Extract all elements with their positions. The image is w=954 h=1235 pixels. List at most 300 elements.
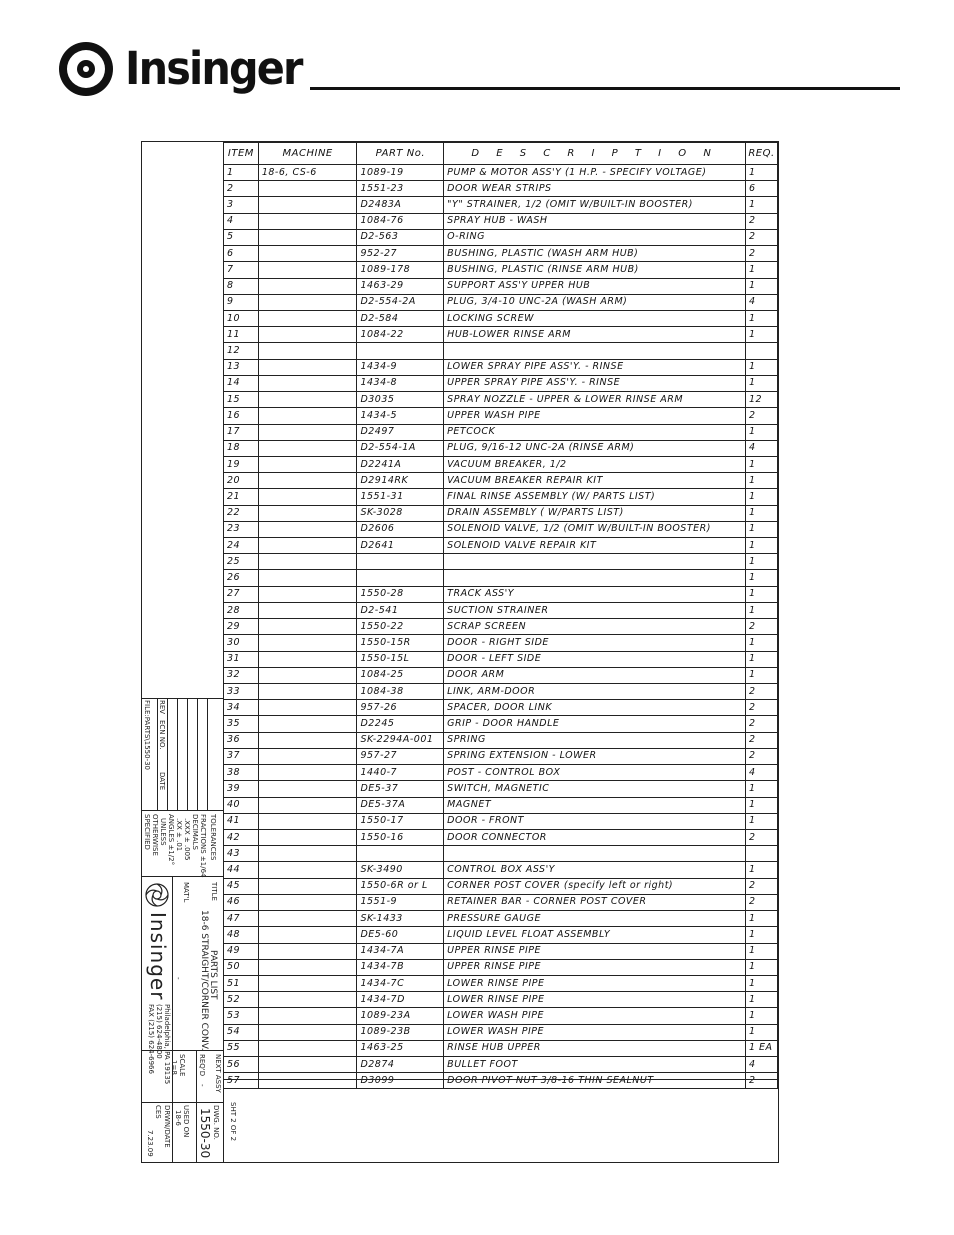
cell-item: 32 bbox=[224, 667, 259, 683]
cell-machine bbox=[258, 975, 357, 991]
cell-description: LINK, ARM-DOOR bbox=[444, 684, 746, 700]
table-row bbox=[224, 927, 778, 943]
table-row bbox=[224, 586, 778, 602]
cell-part-no: 957-27 bbox=[357, 748, 444, 764]
cell-part-no: 1434-7A bbox=[357, 943, 444, 959]
cell-description: RETAINER BAR - CORNER POST COVER bbox=[444, 894, 746, 910]
cell-machine bbox=[258, 894, 357, 910]
cell-description bbox=[444, 343, 746, 359]
drawing-title-line1: 18-6 STRAIGHT/CORNER CONV. bbox=[199, 910, 209, 1051]
table-row bbox=[224, 213, 778, 229]
cell-description: SWITCH, MAGNETIC bbox=[444, 781, 746, 797]
cell-item: 40 bbox=[224, 797, 259, 813]
cell-part-no: D3035 bbox=[357, 392, 444, 408]
parts-table bbox=[223, 142, 778, 1089]
cell-req: 1 bbox=[745, 781, 777, 797]
cell-req: 1 bbox=[745, 975, 777, 991]
cell-description: UPPER RINSE PIPE bbox=[444, 959, 746, 975]
cell-machine bbox=[258, 765, 357, 781]
cell-item: 16 bbox=[224, 408, 259, 424]
cell-part-no: 1434-8 bbox=[357, 375, 444, 391]
cell-part-no: 1089-178 bbox=[357, 262, 444, 278]
cell-description: SPRAY NOZZLE - UPPER & LOWER RINSE ARM bbox=[444, 392, 746, 408]
cell-part-no: D2-541 bbox=[357, 602, 444, 618]
cell-description: BUSHING, PLASTIC (WASH ARM HUB) bbox=[444, 246, 746, 262]
cell-item: 55 bbox=[224, 1040, 259, 1056]
dwg-no-value: 1550-30 bbox=[198, 1108, 212, 1159]
cell-machine bbox=[258, 586, 357, 602]
page-header bbox=[55, 38, 900, 104]
cell-part-no: SK-1433 bbox=[357, 911, 444, 927]
cell-item: 23 bbox=[224, 521, 259, 537]
cell-req: 2 bbox=[745, 246, 777, 262]
sheet-number: SHT 2 OF 2 bbox=[229, 1102, 237, 1142]
col-header-item: ITEM bbox=[224, 143, 259, 165]
cell-item: 38 bbox=[224, 765, 259, 781]
cell-machine bbox=[258, 781, 357, 797]
cell-req: 1 bbox=[745, 327, 777, 343]
cell-part-no: 1551-31 bbox=[357, 489, 444, 505]
company-name: Insinger bbox=[146, 912, 170, 1001]
cell-req: 1 bbox=[745, 310, 777, 326]
table-row bbox=[224, 619, 778, 635]
cell-machine bbox=[258, 1008, 357, 1024]
dwg-no-label: DWG. NO. bbox=[212, 1105, 220, 1140]
table-row bbox=[224, 310, 778, 326]
cell-machine bbox=[258, 878, 357, 894]
drawn-date-label: DRWN/DATE bbox=[163, 1105, 171, 1148]
cell-req: 2 bbox=[745, 619, 777, 635]
cell-machine bbox=[258, 813, 357, 829]
cell-machine bbox=[258, 1040, 357, 1056]
cell-req: 1 bbox=[745, 197, 777, 213]
cell-description: SPACER, DOOR LINK bbox=[444, 700, 746, 716]
ecn-label: ECN NO. bbox=[158, 720, 166, 750]
table-row bbox=[224, 651, 778, 667]
cell-part-no: D2245 bbox=[357, 716, 444, 732]
cell-description: LIQUID LEVEL FLOAT ASSEMBLY bbox=[444, 927, 746, 943]
cell-part-no: 1463-29 bbox=[357, 278, 444, 294]
cell-part-no: D2606 bbox=[357, 521, 444, 537]
cell-description: LOWER WASH PIPE bbox=[444, 1008, 746, 1024]
cell-item: 26 bbox=[224, 570, 259, 586]
cell-machine bbox=[258, 392, 357, 408]
parts-table-header bbox=[224, 143, 778, 165]
table-row bbox=[224, 862, 778, 878]
otherwise-label: OTHERWISE bbox=[151, 814, 159, 856]
brand-name: Insinger bbox=[125, 42, 302, 95]
cell-description: UPPER SPRAY PIPE ASS'Y. - RINSE bbox=[444, 375, 746, 391]
cell-description: MAGNET bbox=[444, 797, 746, 813]
cell-description: SOLENOID VALVE REPAIR KIT bbox=[444, 538, 746, 554]
cell-description: UPPER WASH PIPE bbox=[444, 408, 746, 424]
cell-machine bbox=[258, 505, 357, 521]
table-row bbox=[224, 294, 778, 310]
cell-part-no bbox=[357, 846, 444, 862]
table-row bbox=[224, 1024, 778, 1040]
cell-req bbox=[745, 846, 777, 862]
cell-req: 12 bbox=[745, 392, 777, 408]
table-row bbox=[224, 246, 778, 262]
cell-item: 8 bbox=[224, 278, 259, 294]
cell-description: PLUG, 9/16-12 UNC-2A (RINSE ARM) bbox=[444, 440, 746, 456]
cell-item: 11 bbox=[224, 327, 259, 343]
cell-part-no: D2-554-2A bbox=[357, 294, 444, 310]
cell-description: DOOR ARM bbox=[444, 667, 746, 683]
cell-req: 1 bbox=[745, 521, 777, 537]
cell-machine bbox=[258, 829, 357, 845]
cell-part-no: 1463-25 bbox=[357, 1040, 444, 1056]
cell-req: 1 bbox=[745, 651, 777, 667]
cell-item: 54 bbox=[224, 1024, 259, 1040]
col-header-part-no: PART No. bbox=[357, 143, 444, 165]
cell-description: BULLET FOOT bbox=[444, 1057, 746, 1073]
cell-part-no: 1434-7B bbox=[357, 959, 444, 975]
scale-label: SCALE bbox=[178, 1054, 186, 1077]
cell-req bbox=[745, 343, 777, 359]
cell-machine bbox=[258, 667, 357, 683]
cell-item: 13 bbox=[224, 359, 259, 375]
cell-req: 1 bbox=[745, 992, 777, 1008]
cell-description: SCRAP SCREEN bbox=[444, 619, 746, 635]
cell-part-no bbox=[357, 554, 444, 570]
cell-part-no: D2914RK bbox=[357, 473, 444, 489]
cell-description: FINAL RINSE ASSEMBLY (W/ PARTS LIST) bbox=[444, 489, 746, 505]
cell-description: PUMP & MOTOR ASS'Y (1 H.P. - SPECIFY VOLTAGE) bbox=[444, 165, 746, 181]
scale-value: 1=8 bbox=[170, 1060, 178, 1075]
cell-part-no: D2497 bbox=[357, 424, 444, 440]
table-row bbox=[224, 554, 778, 570]
cell-item: 36 bbox=[224, 732, 259, 748]
table-row bbox=[224, 408, 778, 424]
cell-part-no: 1551-23 bbox=[357, 181, 444, 197]
cell-part-no: D2641 bbox=[357, 538, 444, 554]
cell-item: 12 bbox=[224, 343, 259, 359]
cell-description: LOWER SPRAY PIPE ASS'Y. - RINSE bbox=[444, 359, 746, 375]
cell-item: 6 bbox=[224, 246, 259, 262]
cell-item: 19 bbox=[224, 456, 259, 472]
cell-description bbox=[444, 570, 746, 586]
table-row bbox=[224, 781, 778, 797]
cell-req: 1 bbox=[745, 359, 777, 375]
cell-machine bbox=[258, 797, 357, 813]
cell-description: TRACK ASS'Y bbox=[444, 586, 746, 602]
cell-req: 1 bbox=[745, 456, 777, 472]
cell-req: 1 bbox=[745, 505, 777, 521]
cell-req: 1 bbox=[745, 375, 777, 391]
table-row bbox=[224, 538, 778, 554]
cell-req: 1 bbox=[745, 1024, 777, 1040]
cell-part-no: 1434-7C bbox=[357, 975, 444, 991]
cell-item: 22 bbox=[224, 505, 259, 521]
cell-machine bbox=[258, 651, 357, 667]
cell-part-no: 1434-7D bbox=[357, 992, 444, 1008]
cell-description: DOOR - FRONT bbox=[444, 813, 746, 829]
table-row bbox=[224, 667, 778, 683]
specified-label: SPECIFIED bbox=[143, 814, 151, 850]
table-row bbox=[224, 635, 778, 651]
cell-req: 1 bbox=[745, 635, 777, 651]
cell-machine bbox=[258, 181, 357, 197]
cell-req: 2 bbox=[745, 684, 777, 700]
cell-description: DOOR - RIGHT SIDE bbox=[444, 635, 746, 651]
cell-part-no: 1550-22 bbox=[357, 619, 444, 635]
cell-item: 14 bbox=[224, 375, 259, 391]
cell-description: DOOR CONNECTOR bbox=[444, 829, 746, 845]
cell-machine bbox=[258, 229, 357, 245]
table-row bbox=[224, 894, 778, 910]
cell-machine bbox=[258, 862, 357, 878]
cell-part-no: 1440-7 bbox=[357, 765, 444, 781]
cell-req: 1 bbox=[745, 489, 777, 505]
cell-machine bbox=[258, 684, 357, 700]
col-header-req: REQ. bbox=[745, 143, 777, 165]
cell-part-no: SK-2294A-001 bbox=[357, 732, 444, 748]
title-block bbox=[142, 142, 224, 1162]
cell-req: 4 bbox=[745, 765, 777, 781]
xx-tolerance: .XX ± .01 bbox=[175, 818, 183, 852]
cell-machine bbox=[258, 732, 357, 748]
table-row bbox=[224, 975, 778, 991]
cell-item: 17 bbox=[224, 424, 259, 440]
cell-machine bbox=[258, 927, 357, 943]
cell-req: 2 bbox=[745, 878, 777, 894]
cell-item: 46 bbox=[224, 894, 259, 910]
cell-machine bbox=[258, 456, 357, 472]
cell-description: SPRING bbox=[444, 732, 746, 748]
cell-machine bbox=[258, 748, 357, 764]
cell-machine: 18-6, CS-6 bbox=[258, 165, 357, 181]
reqd-label: REQ'D bbox=[198, 1054, 206, 1077]
cell-part-no: 1550-15L bbox=[357, 651, 444, 667]
cell-machine bbox=[258, 619, 357, 635]
cell-req: 2 bbox=[745, 229, 777, 245]
city-address: Philadelphia, PA 19135 bbox=[163, 1004, 171, 1085]
insinger-small-logo-icon bbox=[144, 882, 170, 908]
cell-machine bbox=[258, 489, 357, 505]
cell-item: 21 bbox=[224, 489, 259, 505]
drawing-sheet bbox=[141, 141, 779, 1163]
table-row bbox=[224, 165, 778, 181]
cell-req: 2 bbox=[745, 894, 777, 910]
cell-machine bbox=[258, 473, 357, 489]
cell-req: 1 bbox=[745, 278, 777, 294]
cell-item: 56 bbox=[224, 1057, 259, 1073]
cell-machine bbox=[258, 262, 357, 278]
table-row bbox=[224, 797, 778, 813]
cell-description: SPRAY HUB - WASH bbox=[444, 213, 746, 229]
cell-description: CORNER POST COVER (specify left or right) bbox=[444, 878, 746, 894]
cell-req: 1 bbox=[745, 554, 777, 570]
cell-req: 1 bbox=[745, 927, 777, 943]
cell-description: SPRING EXTENSION - LOWER bbox=[444, 748, 746, 764]
table-row bbox=[224, 878, 778, 894]
cell-part-no: D2-563 bbox=[357, 229, 444, 245]
decimals-label: DECIMALS bbox=[191, 814, 199, 850]
cell-machine bbox=[258, 197, 357, 213]
title-label: TITLE bbox=[210, 882, 218, 901]
cell-item: 18 bbox=[224, 440, 259, 456]
cell-item: 5 bbox=[224, 229, 259, 245]
cell-item: 47 bbox=[224, 911, 259, 927]
cell-part-no: 1084-25 bbox=[357, 667, 444, 683]
cell-req: 1 bbox=[745, 943, 777, 959]
table-row bbox=[224, 943, 778, 959]
cell-item: 4 bbox=[224, 213, 259, 229]
table-row bbox=[224, 748, 778, 764]
col-header-description: D E S C R I P T I O N bbox=[444, 143, 746, 165]
cell-item: 3 bbox=[224, 197, 259, 213]
cell-description bbox=[444, 846, 746, 862]
cell-req: 2 bbox=[745, 1073, 777, 1089]
cell-part-no: 952-27 bbox=[357, 246, 444, 262]
table-row bbox=[224, 327, 778, 343]
cell-machine bbox=[258, 359, 357, 375]
cell-item: 24 bbox=[224, 538, 259, 554]
cell-description: LOWER WASH PIPE bbox=[444, 1024, 746, 1040]
used-on-label: USED ON bbox=[182, 1105, 190, 1138]
cell-description: HUB-LOWER RINSE ARM bbox=[444, 327, 746, 343]
xxx-tolerance: .XXX ± .005 bbox=[183, 818, 191, 861]
cell-item: 25 bbox=[224, 554, 259, 570]
cell-req: 1 bbox=[745, 667, 777, 683]
cell-description: GRIP - DOOR HANDLE bbox=[444, 716, 746, 732]
table-row bbox=[224, 392, 778, 408]
cell-item: 41 bbox=[224, 813, 259, 829]
cell-req: 1 bbox=[745, 538, 777, 554]
cell-item: 28 bbox=[224, 602, 259, 618]
cell-part-no: 1089-23A bbox=[357, 1008, 444, 1024]
cell-req: 1 bbox=[745, 586, 777, 602]
cell-req: 1 bbox=[745, 813, 777, 829]
cell-req: 4 bbox=[745, 294, 777, 310]
drawn-date: 7.23.09 bbox=[146, 1130, 154, 1157]
cell-machine bbox=[258, 343, 357, 359]
cell-part-no: 1550-15R bbox=[357, 635, 444, 651]
next-assy-label: NEXT ASSY bbox=[214, 1054, 222, 1093]
cell-machine bbox=[258, 943, 357, 959]
table-row bbox=[224, 813, 778, 829]
cell-machine bbox=[258, 278, 357, 294]
cell-part-no: 957-26 bbox=[357, 700, 444, 716]
cell-part-no: D2-584 bbox=[357, 310, 444, 326]
cell-part-no bbox=[357, 343, 444, 359]
table-row bbox=[224, 959, 778, 975]
cell-part-no: D2874 bbox=[357, 1057, 444, 1073]
header-rule bbox=[310, 87, 900, 90]
cell-part-no bbox=[357, 570, 444, 586]
drawing-title-line2: PARTS LIST bbox=[208, 950, 218, 1000]
cell-part-no: DE5-60 bbox=[357, 927, 444, 943]
col-header-machine: MACHINE bbox=[258, 143, 357, 165]
table-row bbox=[224, 700, 778, 716]
cell-machine bbox=[258, 440, 357, 456]
cell-req: 2 bbox=[745, 716, 777, 732]
table-row bbox=[224, 489, 778, 505]
table-row bbox=[224, 829, 778, 845]
cell-req: 1 bbox=[745, 911, 777, 927]
cell-item: 52 bbox=[224, 992, 259, 1008]
cell-part-no: 1550-16 bbox=[357, 829, 444, 845]
cell-req: 1 bbox=[745, 424, 777, 440]
table-row bbox=[224, 473, 778, 489]
cell-machine bbox=[258, 1057, 357, 1073]
cell-description: VACUUM BREAKER, 1/2 bbox=[444, 456, 746, 472]
cell-item: 37 bbox=[224, 748, 259, 764]
cell-item: 57 bbox=[224, 1073, 259, 1089]
cell-machine bbox=[258, 846, 357, 862]
cell-machine bbox=[258, 408, 357, 424]
cell-machine bbox=[258, 992, 357, 1008]
cell-req: 4 bbox=[745, 1057, 777, 1073]
cell-description bbox=[444, 554, 746, 570]
file-ref: FILE:PARTS\1550-30 bbox=[143, 700, 151, 771]
cell-item: 53 bbox=[224, 1008, 259, 1024]
cell-machine bbox=[258, 521, 357, 537]
fractions-tolerance: FRACTIONS ±1/64 bbox=[199, 814, 207, 878]
table-row bbox=[224, 684, 778, 700]
cell-description: RINSE HUB UPPER bbox=[444, 1040, 746, 1056]
cell-description: DRAIN ASSEMBLY ( W/PARTS LIST) bbox=[444, 505, 746, 521]
cell-item: 20 bbox=[224, 473, 259, 489]
cell-machine bbox=[258, 1024, 357, 1040]
table-row bbox=[224, 1057, 778, 1073]
cell-item: 35 bbox=[224, 716, 259, 732]
cell-description: PLUG, 3/4-10 UNC-2A (WASH ARM) bbox=[444, 294, 746, 310]
cell-item: 2 bbox=[224, 181, 259, 197]
table-row bbox=[224, 602, 778, 618]
cell-machine bbox=[258, 602, 357, 618]
table-row bbox=[224, 846, 778, 862]
cell-part-no: 1551-9 bbox=[357, 894, 444, 910]
table-row bbox=[224, 716, 778, 732]
table-row bbox=[224, 521, 778, 537]
tolerances-label: TOLERANCES bbox=[209, 814, 217, 861]
cell-part-no: DE5-37 bbox=[357, 781, 444, 797]
cell-machine bbox=[258, 310, 357, 326]
table-row bbox=[224, 359, 778, 375]
cell-description: DOOR PIVOT NUT 3/8-16 THIN SEALNUT bbox=[444, 1073, 746, 1089]
cell-description: LOCKING SCREW bbox=[444, 310, 746, 326]
table-row bbox=[224, 278, 778, 294]
cell-description: SUPPORT ASS'Y UPPER HUB bbox=[444, 278, 746, 294]
cell-machine bbox=[258, 554, 357, 570]
table-row bbox=[224, 505, 778, 521]
table-row bbox=[224, 765, 778, 781]
cell-description: VACUUM BREAKER REPAIR KIT bbox=[444, 473, 746, 489]
cell-description: DOOR - LEFT SIDE bbox=[444, 651, 746, 667]
cell-item: 29 bbox=[224, 619, 259, 635]
table-row bbox=[224, 992, 778, 1008]
table-row bbox=[224, 732, 778, 748]
cell-item: 7 bbox=[224, 262, 259, 278]
cell-part-no: SK-3490 bbox=[357, 862, 444, 878]
unless-label: UNLESS bbox=[159, 818, 167, 846]
cell-part-no: 1550-28 bbox=[357, 586, 444, 602]
cell-req: 1 bbox=[745, 797, 777, 813]
cell-part-no: 1089-23B bbox=[357, 1024, 444, 1040]
cell-req: 6 bbox=[745, 181, 777, 197]
cell-description: UPPER RINSE PIPE bbox=[444, 943, 746, 959]
table-row bbox=[224, 229, 778, 245]
cell-description: BUSHING, PLASTIC (RINSE ARM HUB) bbox=[444, 262, 746, 278]
cell-item: 43 bbox=[224, 846, 259, 862]
cell-item: 1 bbox=[224, 165, 259, 181]
cell-item: 15 bbox=[224, 392, 259, 408]
used-on-value: 18-6 bbox=[174, 1110, 182, 1126]
cell-item: 44 bbox=[224, 862, 259, 878]
cell-item: 27 bbox=[224, 586, 259, 602]
